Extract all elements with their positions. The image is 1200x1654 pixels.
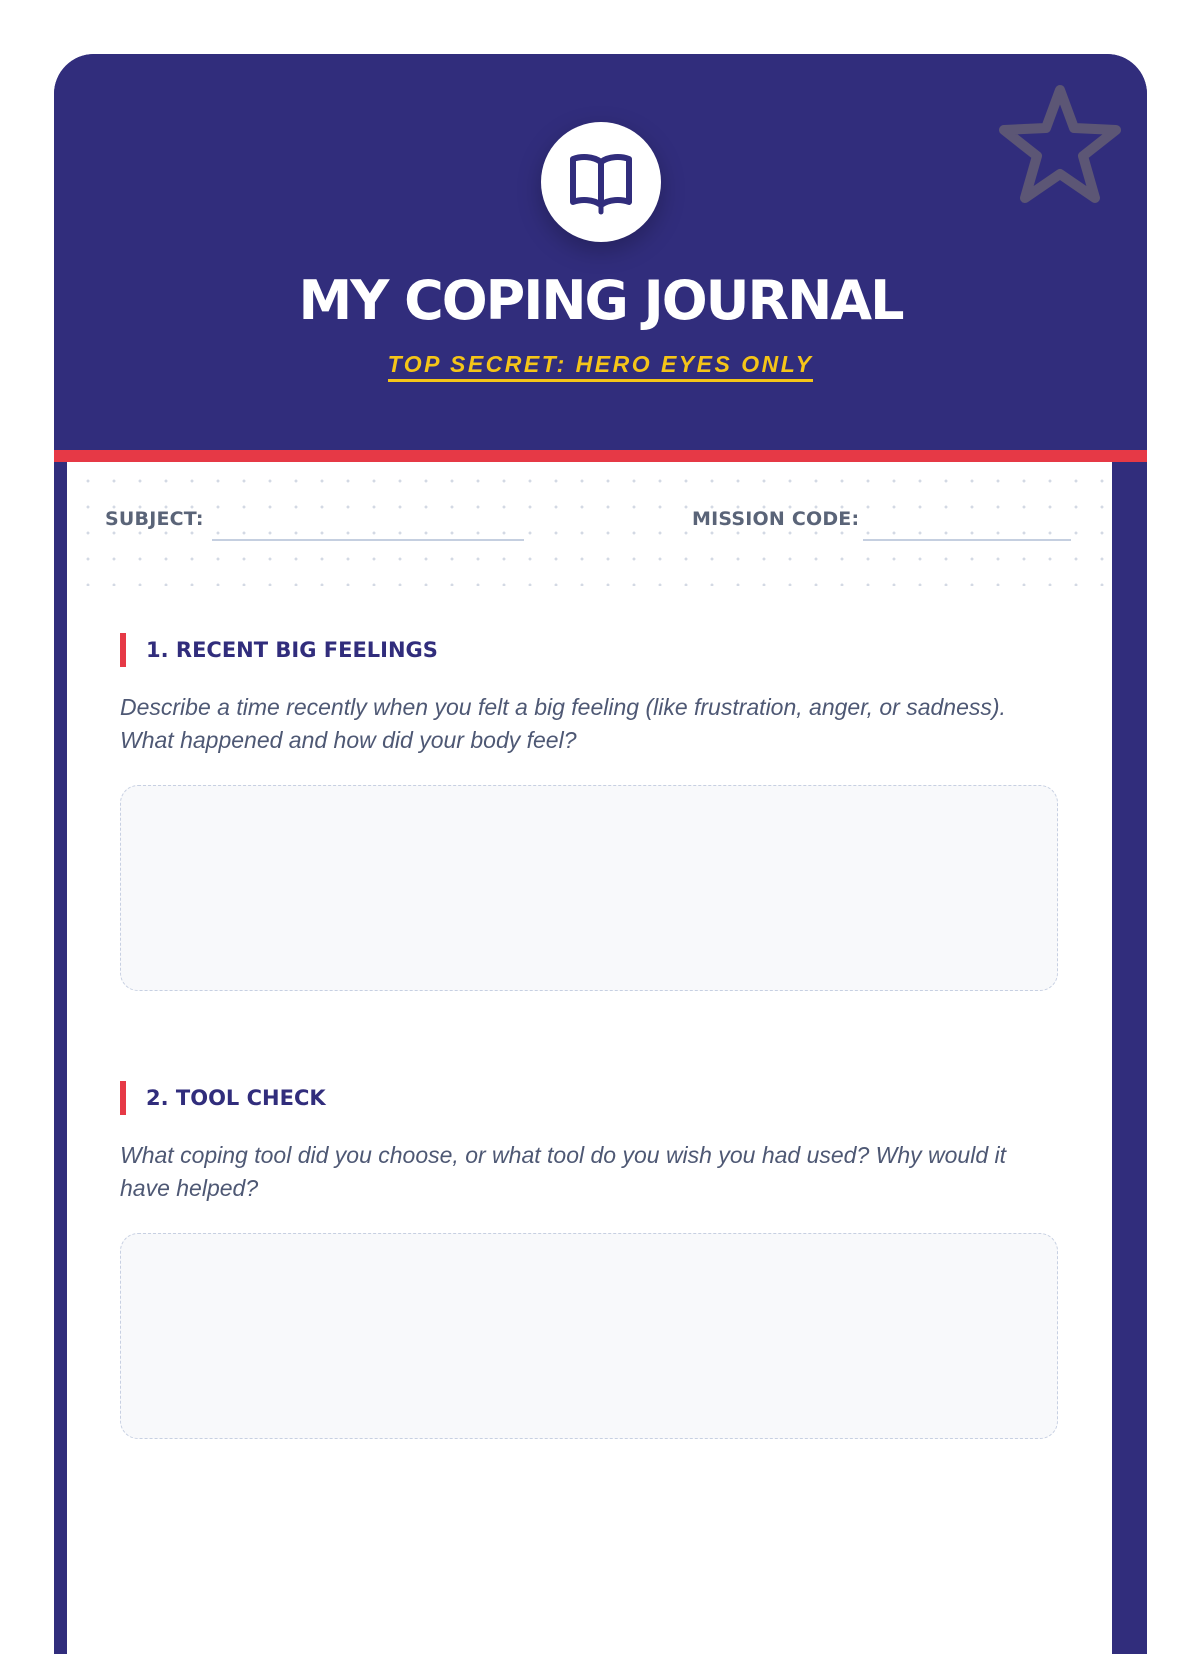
section-prompt: What coping tool did you choose, or what tool do you wish you had used? Why would it have helped? (120, 1142, 1007, 1201)
subject-label: SUBJECT: (105, 508, 204, 530)
page-title: MY COPING JOURNAL (298, 269, 903, 332)
mission-code-label: MISSION CODE: (692, 508, 860, 530)
star-icon (994, 82, 1126, 210)
section-title: 2. TOOL CHECK (146, 1086, 326, 1110)
answer-box-tool-check[interactable] (120, 1233, 1058, 1439)
mission-code-field[interactable] (863, 539, 1071, 541)
journal-body (67, 462, 1112, 1654)
book-badge (541, 122, 661, 242)
answer-box-feelings[interactable] (120, 785, 1058, 991)
section-tool-check (120, 1081, 1060, 1439)
section-accent-bar (120, 1081, 126, 1115)
section-title: 1. RECENT BIG FEELINGS (146, 638, 438, 662)
section-prompt: Describe a time recently when you felt a big feeling (like frustration, anger, or sadness). What happened and how did your body feel? (120, 694, 1006, 753)
section-recent-big-feelings (120, 633, 1060, 991)
header-divider (54, 450, 1147, 462)
page-subtitle: TOP SECRET: HERO EYES ONLY (388, 350, 814, 382)
journal-card (54, 54, 1147, 1654)
section-accent-bar (120, 633, 126, 667)
subject-field[interactable] (212, 539, 524, 541)
journal-header (54, 54, 1147, 450)
open-book-icon (565, 146, 637, 218)
meta-fields (67, 462, 1112, 586)
